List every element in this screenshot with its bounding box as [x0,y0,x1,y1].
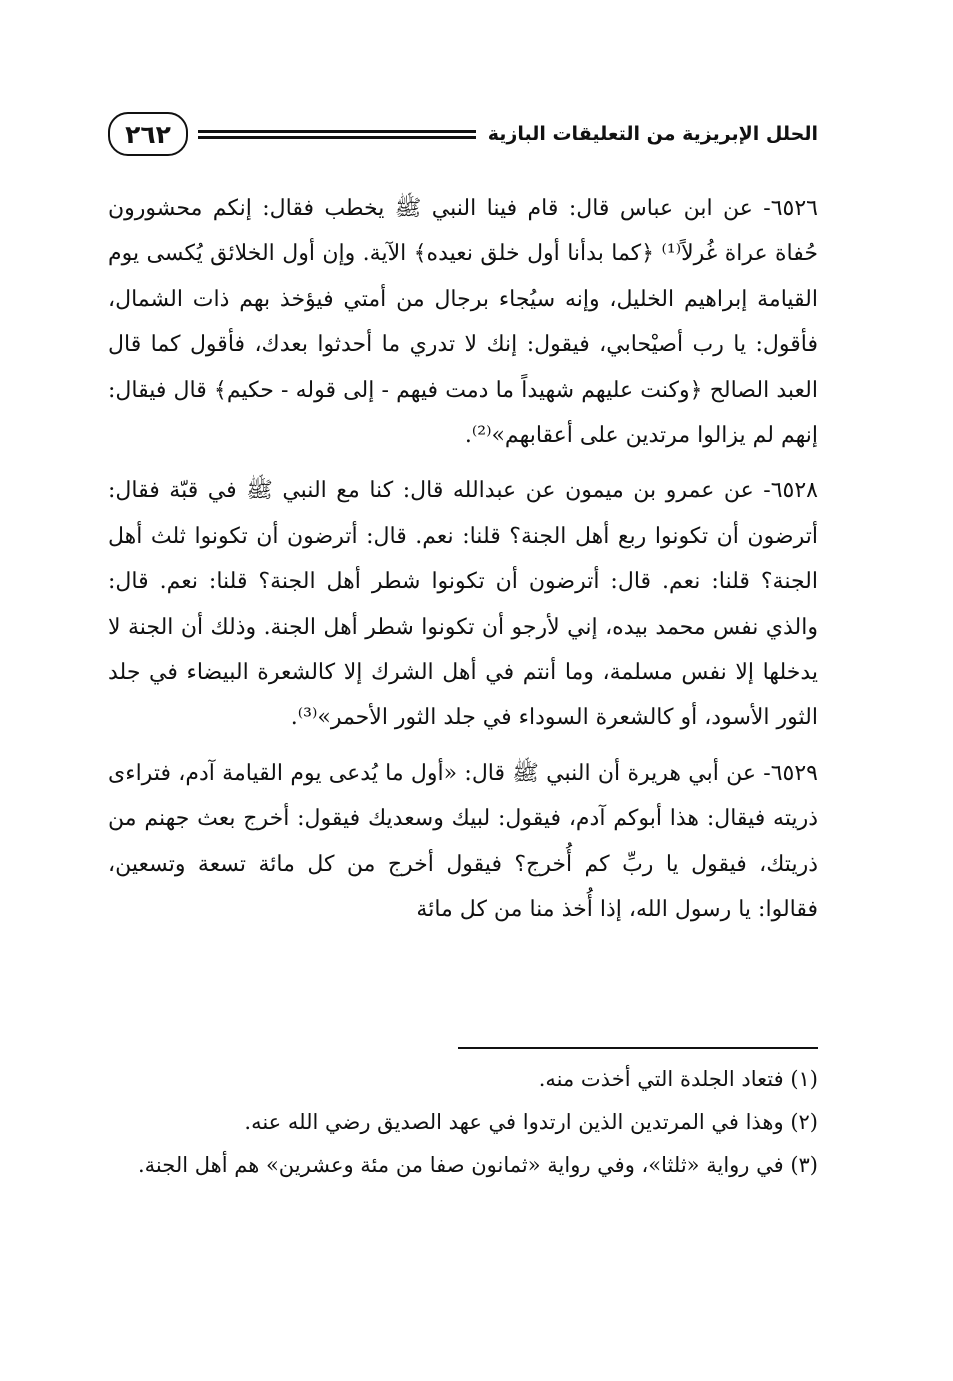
footnote-1: (١) فتعاد الجلدة التي أخذت منه. [538,1067,818,1091]
page-header [108,112,818,156]
footnote-2: (٢) وهذا في المرتدين الذين ارتدوا في عهد الصديق رضي الله عنه. [244,1110,818,1134]
footnote-3: (٣) في رواية «ثلثا»، وفي رواية «ثمانون صفا من مئة وعشرين» هم أهل الجنة. [138,1153,818,1177]
header-rule [198,130,476,139]
hadith-6526: ٦٥٢٦- عن ابن عباس قال: قام فينا النبي ﷺ يخطب فقال: إنكم محشورون حُفاة عراة غُرلاً⁽¹⁾ ﴿كما بدأنا أول خلق نعيده﴾ الآية. وإن أول الخلائق يُكسى يوم القيامة إبراهيم الخليل، وإنه سيُجاء برجال من أمتي فيؤخذ بهم ذات الشمال، فأقول: يا رب أصيْحابي، فيقول: إنك لا تدري ما أحدثوا بعدك، فأقول كما قال العبد الصالح ﴿وكنت عليهم شهيداً ما دمت فيهم - إلى قوله - حكيم﴾ قال فيقال: إنهم لم يزالوا مرتدين على أعقابهم»⁽²⁾. [108,196,818,449]
hadith-6529: ٦٥٢٩- عن أبي هريرة أن النبي ﷺ قال: «أول ما يُدعى يوم القيامة آدم، فتراءى ذريته فيقال: هذا أبوكم آدم، فيقول: لبيك وسعديك فيقول: أخرج بعث جهنم من ذريتك، فيقول يا ربِّ كم أُخرج؟ فيقول أخرج من كل مائة تسعة وتسعين، فقالوا: يا رسول الله، إذا أُخذ منا من كل مائة [108,760,818,923]
page-number: ٢٦٢ [108,112,188,156]
footnotes [108,1058,818,1187]
footnote-separator [458,1047,818,1049]
book-title: الحلل الإبريزية من التعليقات البازية [487,123,818,145]
main-text [108,186,818,943]
hadith-6528: ٦٥٢٨- عن عمرو بن ميمون عن عبدالله قال: كنا مع النبي ﷺ في قبّة فقال: أترضون أن تكونوا ربع أهل الجنة؟ قلنا: نعم. قال: أترضون أن تكونوا ثلث أهل الجنة؟ قلنا: نعم. قال: أترضون أن تكونوا شطر أهل الجنة؟ قلنا: نعم. قال: والذي نفس محمد بيده، إني لأرجو أن تكونوا شطر أهل الجنة. وذلك أن الجنة لا يدخلها إلا نفس مسلمة، وما أنتم في أهل الشرك إلا كالشعرة البيضاء في جلد الثور الأسود، أو كالشعرة السوداء في جلد الثور الأحمر»⁽³⁾. [108,478,818,731]
